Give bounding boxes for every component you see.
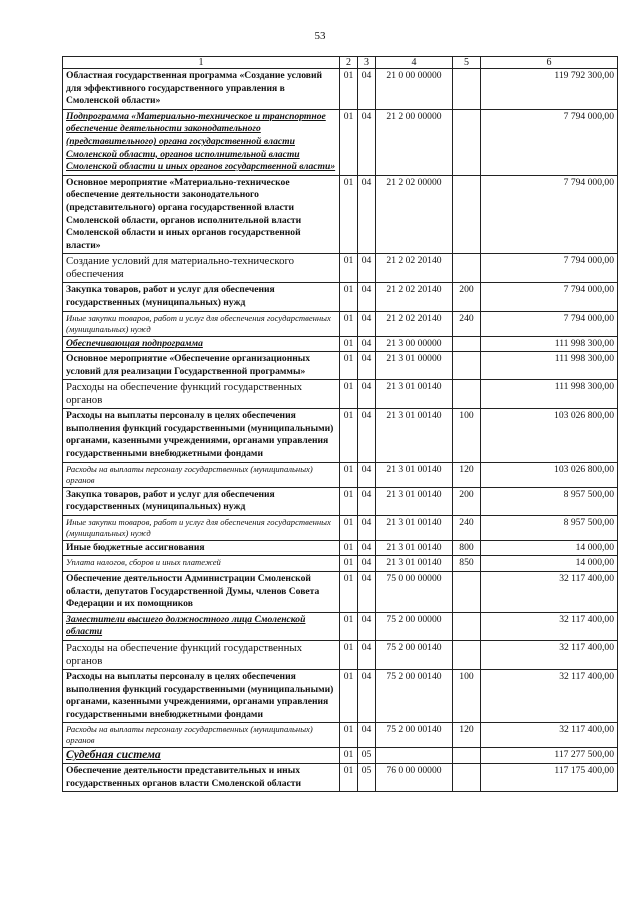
row-target-article: 75 2 00 00140 <box>376 641 453 670</box>
row-expense-type <box>453 612 481 640</box>
row-section-code: 01 <box>340 352 358 380</box>
row-name-text: Иные закупки товаров, работ и услуг для обеспечения государственных (муниципальных) нужд <box>66 312 331 334</box>
budget-table-body <box>63 57 618 792</box>
row-amount: 32 117 400,00 <box>481 641 618 670</box>
row-expense-type <box>453 175 481 254</box>
budget-table <box>62 56 618 792</box>
row-subsection-code: 04 <box>358 723 376 748</box>
row-amount: 14 000,00 <box>481 540 618 556</box>
row-expense-type: 200 <box>453 487 481 515</box>
row-name-text: Расходы на выплаты персоналу в целях обеспечения выполнения функций государственными (муниципальными) органами, казенными учреждениями, органами управления государственными внебюджетными фондами <box>66 410 334 460</box>
row-expense-type: 800 <box>453 540 481 556</box>
table-row <box>63 515 618 540</box>
table-row <box>63 69 618 110</box>
row-subsection-code: 04 <box>358 487 376 515</box>
row-amount: 117 277 500,00 <box>481 748 618 764</box>
table-row <box>63 748 618 764</box>
row-target-article: 21 2 02 20140 <box>376 311 453 336</box>
table-row <box>63 487 618 515</box>
column-header-5: 5 <box>453 57 481 69</box>
row-amount: 111 998 300,00 <box>481 336 618 352</box>
table-row <box>63 612 618 640</box>
table-row <box>63 670 618 723</box>
table-row <box>63 109 618 175</box>
row-name-text: Иные бюджетные ассигнования <box>66 541 205 553</box>
row-target-article: 21 2 02 00000 <box>376 175 453 254</box>
table-row <box>63 462 618 487</box>
row-subsection-code: 04 <box>358 175 376 254</box>
row-expense-type: 850 <box>453 556 481 572</box>
row-expense-type <box>453 109 481 175</box>
row-expense-type <box>453 336 481 352</box>
row-section-code: 01 <box>340 175 358 254</box>
row-name <box>63 69 340 110</box>
row-name-text: Иные закупки товаров, работ и услуг для обеспечения государственных (муниципальных) нужд <box>66 516 331 538</box>
row-name-text: Уплата налогов, сборов и иных платежей <box>66 557 221 568</box>
row-expense-type: 240 <box>453 311 481 336</box>
row-section-code: 01 <box>340 556 358 572</box>
row-name-text: Обеспечение деятельности Администрации Смоленской области, депутатов Государственной Думы, членов Совета Федерации и их помощников <box>66 573 320 610</box>
row-section-code: 01 <box>340 612 358 640</box>
row-name <box>63 352 340 380</box>
row-target-article: 75 2 00 00000 <box>376 612 453 640</box>
row-name <box>63 763 340 791</box>
table-row <box>63 283 618 311</box>
row-section-code: 01 <box>340 336 358 352</box>
row-target-article <box>376 748 453 764</box>
row-name <box>63 409 340 462</box>
row-subsection-code: 04 <box>358 572 376 613</box>
row-expense-type <box>453 254 481 283</box>
row-name <box>63 175 340 254</box>
table-row <box>63 311 618 336</box>
table-row <box>63 175 618 254</box>
row-subsection-code: 04 <box>358 515 376 540</box>
row-amount: 111 998 300,00 <box>481 352 618 380</box>
row-expense-type: 200 <box>453 283 481 311</box>
row-name-text: Расходы на обеспечение функций государственных органов <box>66 642 303 667</box>
row-amount: 7 794 000,00 <box>481 109 618 175</box>
row-subsection-code: 04 <box>358 352 376 380</box>
column-header-3: 3 <box>358 57 376 69</box>
row-section-code: 01 <box>340 723 358 748</box>
row-name <box>63 283 340 311</box>
row-expense-type: 120 <box>453 723 481 748</box>
row-target-article: 21 3 01 00140 <box>376 556 453 572</box>
row-name-text: Закупка товаров, работ и услуг для обеспечения государственных (муниципальных) нужд <box>66 488 275 513</box>
table-row <box>63 641 618 670</box>
row-subsection-code: 04 <box>358 283 376 311</box>
row-subsection-code: 04 <box>358 670 376 723</box>
row-amount: 111 998 300,00 <box>481 380 618 409</box>
row-expense-type: 100 <box>453 670 481 723</box>
row-name-text: Расходы на выплаты персоналу государственных (муниципальных) органов <box>66 724 313 746</box>
row-expense-type <box>453 572 481 613</box>
row-name <box>63 311 340 336</box>
row-amount: 117 175 400,00 <box>481 763 618 791</box>
row-target-article: 75 2 00 00140 <box>376 723 453 748</box>
column-header-1: 1 <box>63 57 340 69</box>
row-subsection-code: 04 <box>358 641 376 670</box>
table-row <box>63 556 618 572</box>
row-subsection-code: 04 <box>358 462 376 487</box>
row-subsection-code: 04 <box>358 336 376 352</box>
row-name-text: Обеспечение деятельности представительных и иных государственных органов власти Смоленской области <box>66 764 302 789</box>
row-subsection-code: 04 <box>358 109 376 175</box>
row-target-article: 76 0 00 00000 <box>376 763 453 791</box>
row-subsection-code: 04 <box>358 69 376 110</box>
row-expense-type <box>453 641 481 670</box>
row-amount: 7 794 000,00 <box>481 254 618 283</box>
row-amount: 32 117 400,00 <box>481 612 618 640</box>
row-target-article: 21 2 00 00000 <box>376 109 453 175</box>
row-target-article: 21 0 00 00000 <box>376 69 453 110</box>
row-section-code: 01 <box>340 670 358 723</box>
row-expense-type <box>453 69 481 110</box>
row-name <box>63 462 340 487</box>
row-subsection-code: 05 <box>358 763 376 791</box>
row-subsection-code: 04 <box>358 380 376 409</box>
row-expense-type <box>453 380 481 409</box>
row-expense-type <box>453 748 481 764</box>
row-name-text: Создание условий для материально-технического обеспечения <box>66 255 295 281</box>
row-amount: 103 026 800,00 <box>481 409 618 462</box>
row-amount: 7 794 000,00 <box>481 283 618 311</box>
row-amount: 8 957 500,00 <box>481 515 618 540</box>
row-target-article: 21 3 01 00000 <box>376 352 453 380</box>
row-target-article: 21 3 00 00000 <box>376 336 453 352</box>
row-expense-type: 240 <box>453 515 481 540</box>
row-name-text: Судебная система <box>66 748 161 762</box>
row-name <box>63 612 340 640</box>
row-subsection-code: 04 <box>358 612 376 640</box>
row-name <box>63 254 340 283</box>
row-target-article: 75 0 00 00000 <box>376 572 453 613</box>
row-name <box>63 748 340 764</box>
row-name-text: Закупка товаров, работ и услуг для обеспечения государственных (муниципальных) нужд <box>66 284 275 308</box>
row-section-code: 01 <box>340 748 358 764</box>
table-row <box>63 572 618 613</box>
row-amount: 32 117 400,00 <box>481 572 618 613</box>
row-expense-type: 120 <box>453 462 481 487</box>
row-name <box>63 556 340 572</box>
table-row <box>63 352 618 380</box>
row-amount: 32 117 400,00 <box>481 723 618 748</box>
row-section-code: 01 <box>340 409 358 462</box>
row-name-text: Заместители высшего должностного лица Смоленской области <box>66 613 306 638</box>
row-name-text: Расходы на выплаты персоналу государственных (муниципальных) органов <box>66 463 313 485</box>
row-section-code: 01 <box>340 311 358 336</box>
row-name-text: Основное мероприятие «Материально-техническое обеспечение деятельности законодательного (представительного) органа государственной власти Смоленской области, органов исполнительной власти Смоленской области и иных органов государственной власти» <box>66 176 302 251</box>
row-expense-type <box>453 352 481 380</box>
row-amount: 103 026 800,00 <box>481 462 618 487</box>
row-target-article: 21 3 01 00140 <box>376 515 453 540</box>
column-header-6: 6 <box>481 57 618 69</box>
row-subsection-code: 04 <box>358 540 376 556</box>
row-name <box>63 109 340 175</box>
row-section-code: 01 <box>340 69 358 110</box>
row-section-code: 01 <box>340 254 358 283</box>
row-subsection-code: 04 <box>358 311 376 336</box>
row-expense-type <box>453 763 481 791</box>
row-subsection-code: 05 <box>358 748 376 764</box>
row-name <box>63 723 340 748</box>
row-name <box>63 641 340 670</box>
row-section-code: 01 <box>340 540 358 556</box>
row-name <box>63 336 340 352</box>
row-section-code: 01 <box>340 515 358 540</box>
row-target-article: 21 2 02 20140 <box>376 283 453 311</box>
column-header-4: 4 <box>376 57 453 69</box>
table-row <box>63 254 618 283</box>
row-amount: 7 794 000,00 <box>481 311 618 336</box>
row-name-text: Расходы на обеспечение функций государственных органов <box>66 381 303 407</box>
row-name <box>63 380 340 409</box>
row-amount: 119 792 300,00 <box>481 69 618 110</box>
row-amount: 7 794 000,00 <box>481 175 618 254</box>
table-row <box>63 336 618 352</box>
row-target-article: 21 3 01 00140 <box>376 462 453 487</box>
row-amount: 14 000,00 <box>481 556 618 572</box>
row-expense-type: 100 <box>453 409 481 462</box>
row-name-text: Подпрограмма «Материально-техническое и транспортное обеспечение деятельности законодательного (представительного) органа государственной власти Смоленской области, органов исполнительной власти Смоленской области и иных органов государственной власти» <box>66 110 336 173</box>
row-subsection-code: 04 <box>358 409 376 462</box>
table-row <box>63 409 618 462</box>
table-header-row <box>63 57 618 69</box>
row-target-article: 75 2 00 00140 <box>376 670 453 723</box>
row-amount: 32 117 400,00 <box>481 670 618 723</box>
row-name <box>63 572 340 613</box>
table-row <box>63 763 618 791</box>
row-target-article: 21 3 01 00140 <box>376 540 453 556</box>
row-name <box>63 540 340 556</box>
row-name <box>63 515 340 540</box>
table-row <box>63 540 618 556</box>
row-section-code: 01 <box>340 572 358 613</box>
row-section-code: 01 <box>340 641 358 670</box>
row-name-text: Обеспечивающая подпрограмма <box>66 337 203 349</box>
row-name-text: Областная государственная программа «Создание условий для эффективного государственного управления в Смоленской области» <box>66 70 323 107</box>
table-row <box>63 380 618 409</box>
row-section-code: 01 <box>340 462 358 487</box>
row-section-code: 01 <box>340 109 358 175</box>
row-section-code: 01 <box>340 380 358 409</box>
table-row <box>63 723 618 748</box>
row-section-code: 01 <box>340 283 358 311</box>
row-subsection-code: 04 <box>358 254 376 283</box>
row-target-article: 21 2 02 20140 <box>376 254 453 283</box>
column-header-2: 2 <box>340 57 358 69</box>
row-name <box>63 487 340 515</box>
row-name <box>63 670 340 723</box>
row-name-text: Расходы на выплаты персоналу в целях обеспечения выполнения функций государственными (муниципальными) органами, казенными учреждениями, органами управления государственными внебюджетными фондами <box>66 671 334 720</box>
row-subsection-code: 04 <box>358 556 376 572</box>
row-name-text: Основное мероприятие «Обеспечение организационных условий для реализации Государственной программы» <box>66 353 311 377</box>
row-target-article: 21 3 01 00140 <box>376 380 453 409</box>
row-section-code: 01 <box>340 763 358 791</box>
row-target-article: 21 3 01 00140 <box>376 409 453 462</box>
row-amount: 8 957 500,00 <box>481 487 618 515</box>
row-target-article: 21 3 01 00140 <box>376 487 453 515</box>
row-section-code: 01 <box>340 487 358 515</box>
page-number: 53 <box>314 30 326 42</box>
